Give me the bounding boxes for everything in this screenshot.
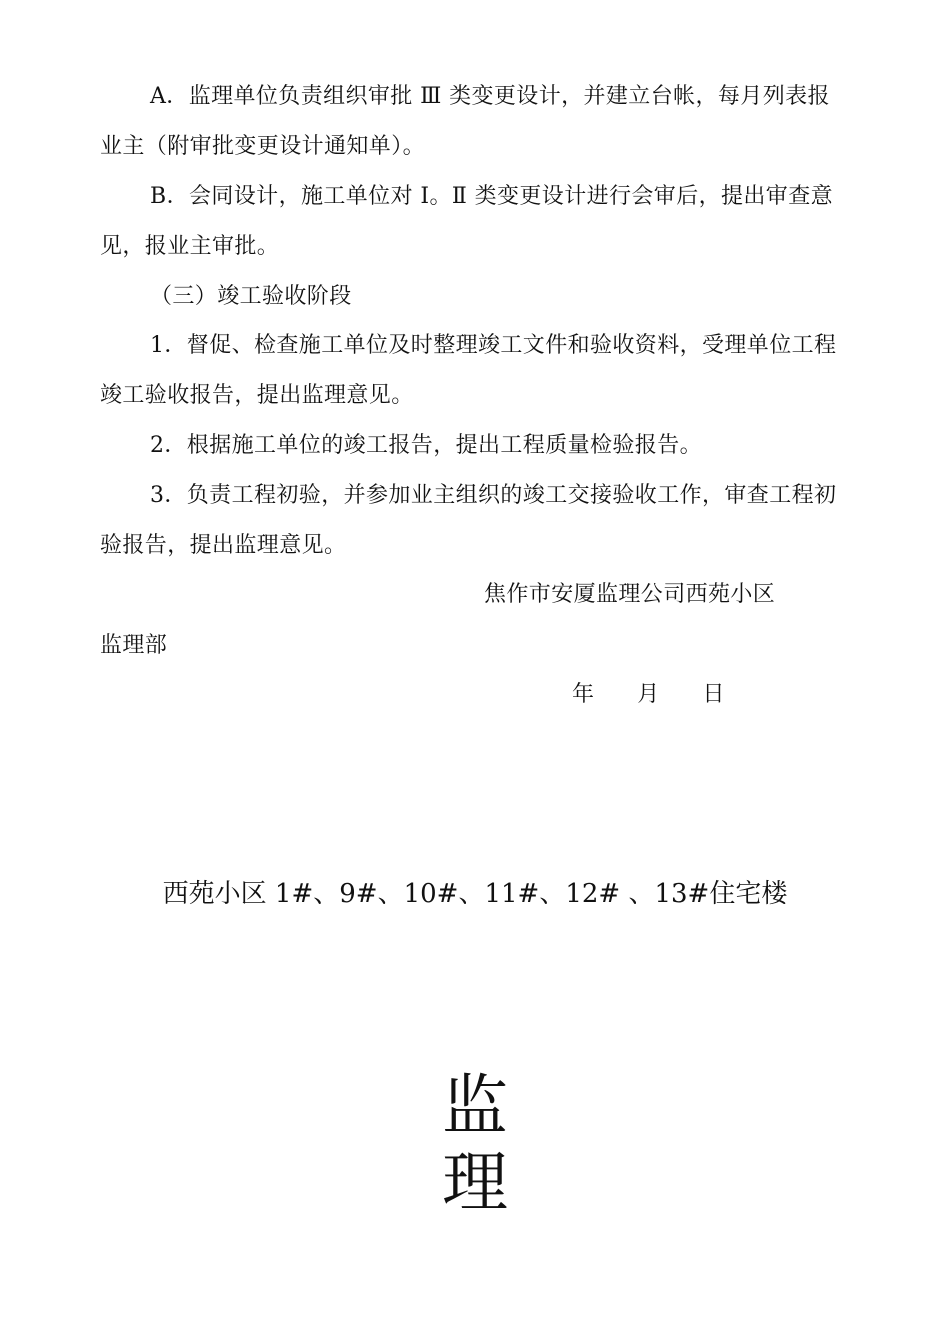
paragraph-b-line-2: 见，报业主审批。 <box>100 234 280 259</box>
item-2: 2．根据施工单位的竣工报告，提出工程质量检验报告。 <box>150 433 702 458</box>
paragraph-a-line-2: 业主（附审批变更设计通知单）。 <box>100 134 426 159</box>
item-3-line-1: 3．负责工程初验，并参加业主组织的竣工交接验收工作，审查工程初 <box>150 483 837 508</box>
item-1-line-1: 1．督促、检查施工单位及时整理竣工文件和验收资料，受理单位工程 <box>150 333 837 358</box>
signature-date <box>572 680 772 710</box>
cover-char-li: 理 <box>442 1144 508 1221</box>
item-1-line-2: 竣工验收报告，提出监理意见。 <box>100 383 414 408</box>
date-day-label: 日 <box>702 682 725 707</box>
signature-department: 监理部 <box>100 633 168 658</box>
date-month-label: 月 <box>637 682 660 707</box>
paragraph-b-line-1: B．会同设计，施工单位对 I。Ⅱ 类变更设计进行会审后，提出审查意 <box>150 184 833 209</box>
cover-char-jian: 监 <box>442 1067 508 1144</box>
paragraph-a-line-1: A．监理单位负责组织审批 Ⅲ 类变更设计，并建立台帐，每月列表报 <box>150 84 830 109</box>
date-year-label: 年 <box>572 682 595 707</box>
section-heading: （三）竣工验收阶段 <box>150 284 352 309</box>
project-title: 西苑小区 1#、9#、10#、11#、12# 、13#住宅楼 <box>162 879 788 909</box>
item-3-line-2: 验报告，提出监理意见。 <box>100 533 347 558</box>
signature-organization: 焦作市安厦监理公司西苑小区 <box>484 582 776 607</box>
